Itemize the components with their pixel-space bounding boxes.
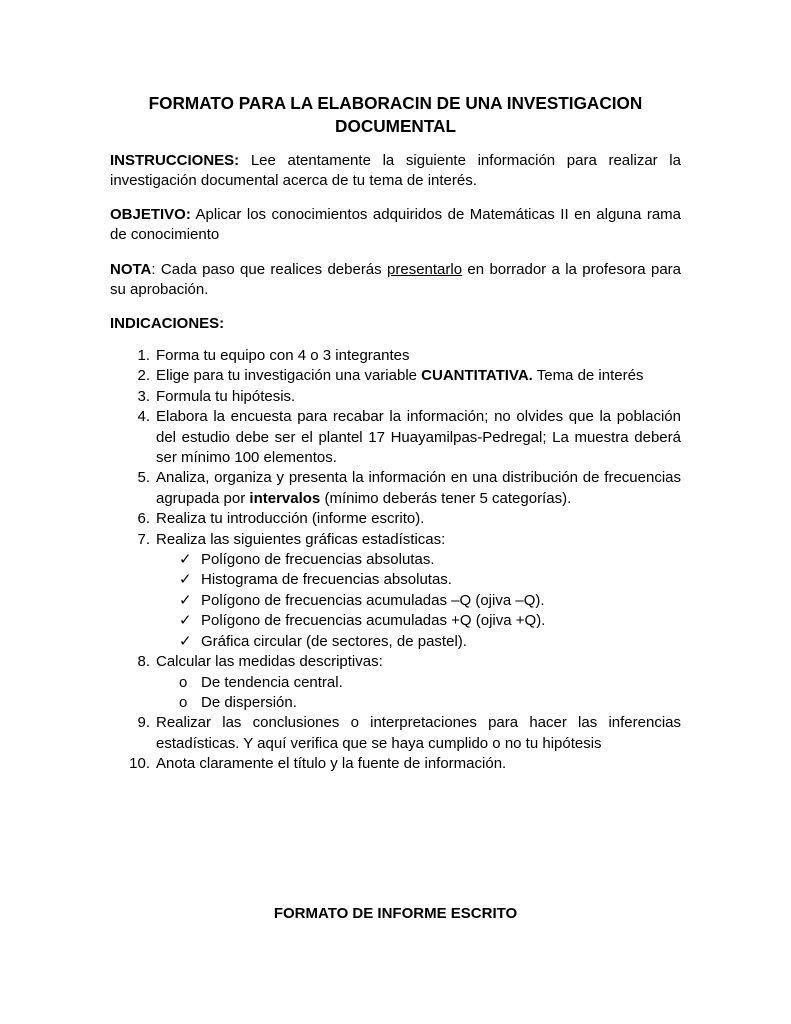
list-item-number: 3. bbox=[137, 387, 150, 405]
sub-list-item-text: Histograma de frecuencias absolutas. bbox=[201, 571, 452, 589]
list-item-number: 10. bbox=[129, 755, 150, 773]
sub-list-item-text: Polígono de frecuencias acumuladas –Q (ojiva –Q). bbox=[201, 591, 545, 609]
list-item bbox=[110, 468, 681, 509]
list-item bbox=[110, 713, 681, 754]
instructions-text: Lee atentamente la siguiente información para realizar la investigación documental acerca de tu tema de interés. bbox=[110, 152, 681, 190]
note-paragraph bbox=[110, 260, 681, 301]
sub-list-item-text: Polígono de frecuencias acumuladas +Q (ojiva +Q). bbox=[201, 612, 546, 630]
checkmark-icon: ✓ bbox=[179, 591, 192, 609]
list-item-number: 5. bbox=[137, 469, 150, 487]
list-item-text bbox=[156, 469, 681, 506]
list-item-text: Realizar las conclusiones o interpretaciones para hacer las inferencias estadísticas. Y aquí verifica que se haya cumplido o no tu hipótesis bbox=[156, 714, 681, 752]
checkmark-icon: ✓ bbox=[179, 571, 192, 589]
list-item-text-part: (mínimo deberás tener 5 categorías). bbox=[320, 489, 572, 507]
list-item-number: 9. bbox=[137, 714, 150, 732]
list-item-text-part: Elige para tu investigación una variable bbox=[156, 367, 422, 385]
list-item bbox=[110, 346, 681, 366]
indications-list bbox=[110, 346, 681, 775]
list-item-number: 6. bbox=[137, 510, 150, 528]
list-item-text-part: Tema de interés bbox=[532, 367, 644, 385]
sub-list-item bbox=[156, 570, 681, 590]
list-item-text-part: Analiza, organiza y presenta la información en una distribución de frecuencias agrupada por bbox=[156, 469, 681, 507]
sub-list-item bbox=[156, 611, 681, 631]
note-underlined-word: presentarlo bbox=[387, 261, 463, 278]
list-item-text: Anota claramente el título y la fuente de información. bbox=[156, 755, 507, 773]
checkmark-icon: ✓ bbox=[179, 612, 192, 630]
list-item bbox=[110, 366, 681, 386]
note-text-before: : Cada paso que realices deberás bbox=[151, 261, 388, 278]
sub-list-item-text: De dispersión. bbox=[201, 693, 297, 711]
objective-text: Aplicar los conocimientos adquiridos de Matemáticas II en alguna rama de conocimiento bbox=[110, 206, 681, 244]
list-item-text: Formula tu hipótesis. bbox=[156, 387, 296, 405]
list-item bbox=[110, 530, 681, 652]
sub-list-item-text: De tendencia central. bbox=[201, 673, 343, 691]
sub-list-item-text: Polígono de frecuencias absolutas. bbox=[201, 551, 435, 569]
sub-list bbox=[156, 673, 681, 714]
list-item-number: 1. bbox=[137, 347, 150, 364]
list-item-number: 4. bbox=[137, 408, 150, 426]
list-item bbox=[110, 407, 681, 468]
objective-label: OBJETIVO: bbox=[110, 206, 191, 223]
list-item-number: 7. bbox=[137, 530, 150, 548]
checkmark-icon: ✓ bbox=[179, 632, 192, 650]
circle-bullet-icon: o bbox=[179, 673, 188, 691]
instructions-paragraph bbox=[110, 151, 681, 192]
sub-list-item bbox=[156, 550, 681, 570]
note-label: NOTA bbox=[110, 261, 152, 278]
document-title: FORMATO PARA LA ELABORACIN DE UNA INVESTIGACION DOCUMENTAL bbox=[148, 93, 643, 136]
list-item-text: Realiza las siguientes gráficas estadísticas: bbox=[156, 530, 446, 548]
list-item bbox=[110, 509, 681, 529]
instructions-label: INSTRUCCIONES: bbox=[110, 152, 240, 169]
list-item bbox=[110, 754, 681, 774]
list-item-text: Forma tu equipo con 4 o 3 integrantes bbox=[156, 347, 410, 364]
sub-list-item bbox=[156, 673, 681, 693]
circle-bullet-icon: o bbox=[179, 693, 188, 711]
sub-list-item bbox=[156, 591, 681, 611]
objective-paragraph bbox=[110, 205, 681, 246]
list-item-number: 2. bbox=[137, 367, 150, 385]
list-item-text: Realiza tu introducción (informe escrito). bbox=[156, 510, 425, 528]
list-item bbox=[110, 652, 681, 713]
list-item bbox=[110, 387, 681, 407]
checkmark-icon: ✓ bbox=[179, 551, 192, 569]
list-item-bold-text: CUANTITATIVA. bbox=[421, 367, 533, 385]
report-format-title: FORMATO DE INFORME ESCRITO bbox=[273, 905, 518, 922]
sub-list-item bbox=[156, 693, 681, 713]
note-text-after: en borrador a la profesora para su aprobación. bbox=[110, 261, 681, 299]
indications-heading: INDICACIONES: bbox=[110, 315, 225, 332]
sub-list bbox=[156, 550, 681, 652]
sub-list-item-text: Gráfica circular (de sectores, de pastel). bbox=[201, 632, 467, 650]
list-item-number: 8. bbox=[137, 653, 150, 671]
list-item-bold-text: intervalos bbox=[249, 489, 321, 507]
list-item-text: Calcular las medidas descriptivas: bbox=[156, 653, 383, 671]
list-item-text bbox=[156, 367, 643, 384]
sub-list-item bbox=[156, 632, 681, 652]
list-item-text: Elabora la encuesta para recabar la información; no olvides que la población del estudio debe ser el plantel 17 Huayamilpas-Pedregal; La muestra deberá ser mínimo 100 elementos. bbox=[156, 408, 681, 467]
